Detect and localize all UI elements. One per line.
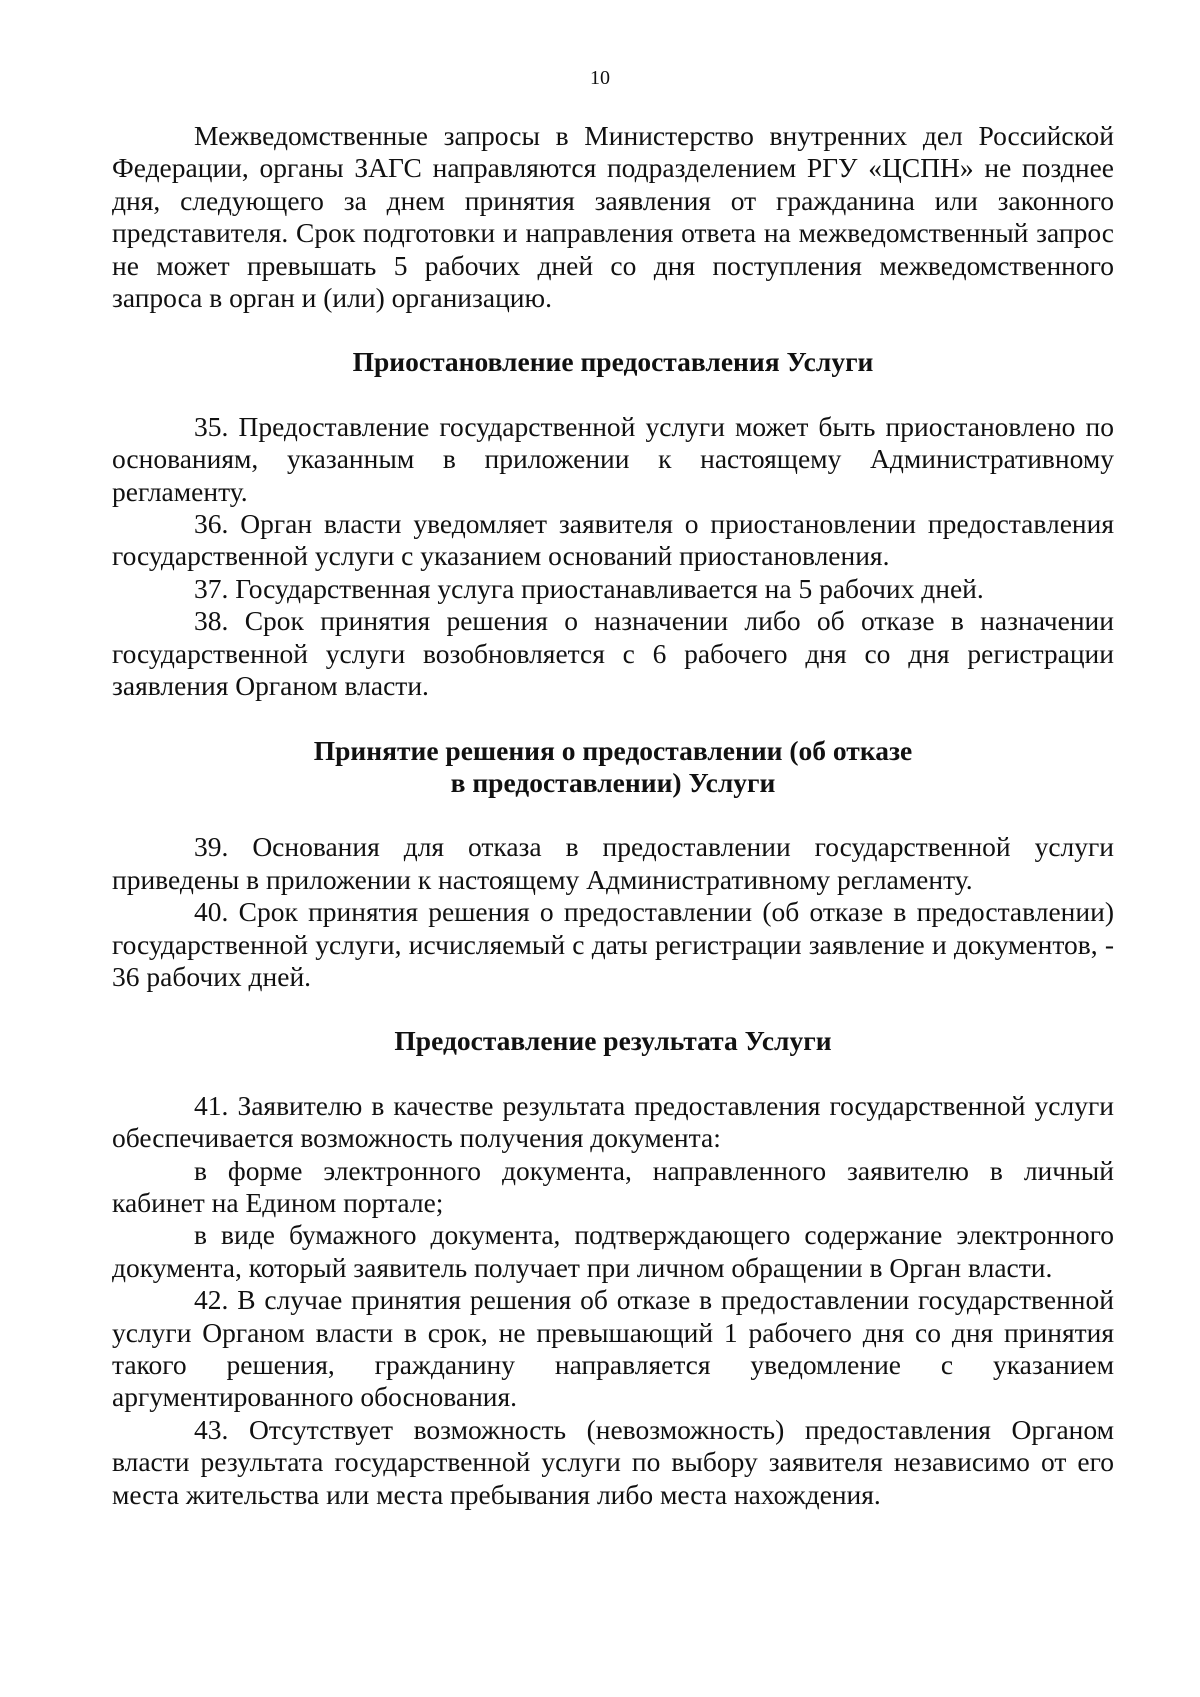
paragraph: 41. Заявителю в качестве результата предоставления государственной услуги обеспечивается возможность получения документа: <box>112 1089 1114 1154</box>
paragraph: 38. Срок принятия решения о назначении либо об отказе в назначении государственной услуги возобновляется с 6 рабочего дня со дня регистрации заявления Органом власти. <box>112 605 1114 702</box>
paragraph: 36. Орган власти уведомляет заявителя о приостановлении предоставления государственной услуги с указанием оснований приостановления. <box>112 508 1114 572</box>
paragraph: Межведомственные запросы в Министерство внутренних дел Российской Федерации, органы ЗАГС направляются подразделением РГУ «ЦСПН» не позднее дня, следующего за днем принятия заявления от гражданина или законного представителя. Срок подготовки и направления ответа на межведомственный запрос не может превышать 5 рабочих дней со дня поступления межведомственного запроса в орган и (или) организацию. <box>112 120 1114 314</box>
section-heading: Приостановление предоставления Услуги <box>352 346 874 378</box>
page-number: 10 <box>590 67 610 89</box>
paragraph: в форме электронного документа, направленного заявителю в личный кабинет на Едином портале; <box>112 1154 1114 1218</box>
paragraph: в виде бумажного документа, подтверждающего содержание электронного документа, который заявитель получает при личном обращении в Орган власти. <box>112 1219 1114 1283</box>
paragraph: 40. Срок принятия решения о предоставлении (об отказе в предоставлении) государственной услуги, исчисляемый с даты регистрации заявление и документов, - 36 рабочих дней. <box>112 896 1114 992</box>
section-heading-block <box>112 735 1114 800</box>
section-heading: Предоставление результата Услуги <box>394 1025 832 1057</box>
paragraph: 39. Основания для отказа в предоставлении государственной услуги приведены в приложении к настоящему Административному регламенту. <box>112 831 1114 895</box>
paragraph: 43. Отсутствует возможность (невозможность) предоставления Органом власти результата государственной услуги по выбору заявителя независимо от его места жительства или места пребывания либо места нахождения. <box>112 1413 1114 1510</box>
section-heading-line: Принятие решения о предоставлении (об отказе <box>313 734 913 766</box>
paragraph: 42. В случае принятия решения об отказе в предоставлении государственной услуги Органом власти в срок, не превышающий 1 рабочего дня со дня принятия такого решения, гражданину направляется уведомление с указанием аргументированного обоснования. <box>112 1284 1114 1413</box>
paragraph: 37. Государственная услуга приостанавливается на 5 рабочих дней. <box>194 572 984 604</box>
paragraph: 35. Предоставление государственной услуги может быть приостановлено по основаниям, указанным в приложении к настоящему Административному регламенту. <box>112 410 1114 507</box>
document-body <box>112 120 1114 1511</box>
section-heading-line: в предоставлении) Услуги <box>450 766 776 798</box>
